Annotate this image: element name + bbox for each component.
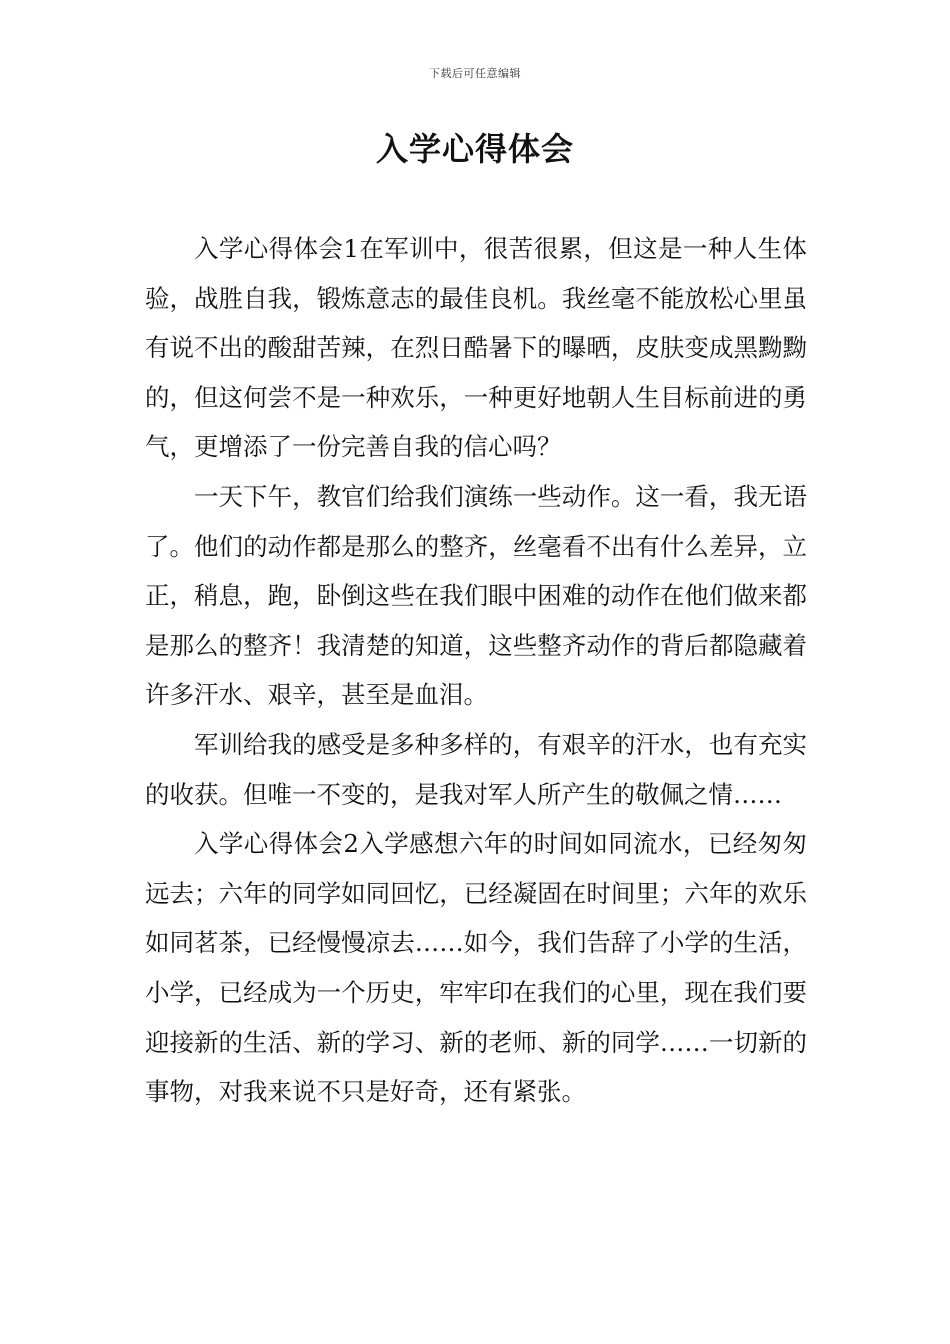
document-body bbox=[145, 224, 807, 1117]
page-title: 入学心得体会 bbox=[375, 130, 574, 168]
paragraph-3: 军训给我的感受是多种多样的，有艰辛的汗水，也有充实的收获。但唯一不变的，是我对军人所产生的敬佩之情…… bbox=[145, 729, 807, 809]
paragraph-4: 入学心得体会2入学感想六年的时间如同流水，已经匆匆远去；六年的同学如同回忆，已经凝固在时间里；六年的欢乐如同茗茶，已经慢慢凉去……如今，我们告辞了小学的生活，小学，已经成为一个历史，牢牢印在我们的心里，现在我们要迎接新的生活、新的学习、新的老师、新的同学……一切新的事物，对我来说不只是好奇，还有紧张。 bbox=[145, 829, 807, 1107]
paragraph-2: 一天下午，教官们给我们演练一些动作。这一看，我无语了。他们的动作都是那么的整齐，丝毫看不出有什么差异，立正，稍息，跑，卧倒这些在我们眼中困难的动作在他们做来都是那么的整齐！我清楚的知道，这些整齐动作的背后都隐藏着许多汗水、艰辛，甚至是血泪。 bbox=[145, 481, 807, 710]
paragraph-1: 入学心得体会1在军训中，很苦很累，但这是一种人生体验，战胜自我，锻炼意志的最佳良机。我丝毫不能放松心里虽有说不出的酸甜苦辣，在烈日酷暑下的曝晒，皮肤变成黑黝黝的，但这何尝不是一种欢乐，一种更好地朝人生目标前进的勇气，更增添了一份完善自我的信心吗？ bbox=[145, 234, 807, 462]
header-note: 下载后可任意编辑 bbox=[429, 67, 521, 80]
